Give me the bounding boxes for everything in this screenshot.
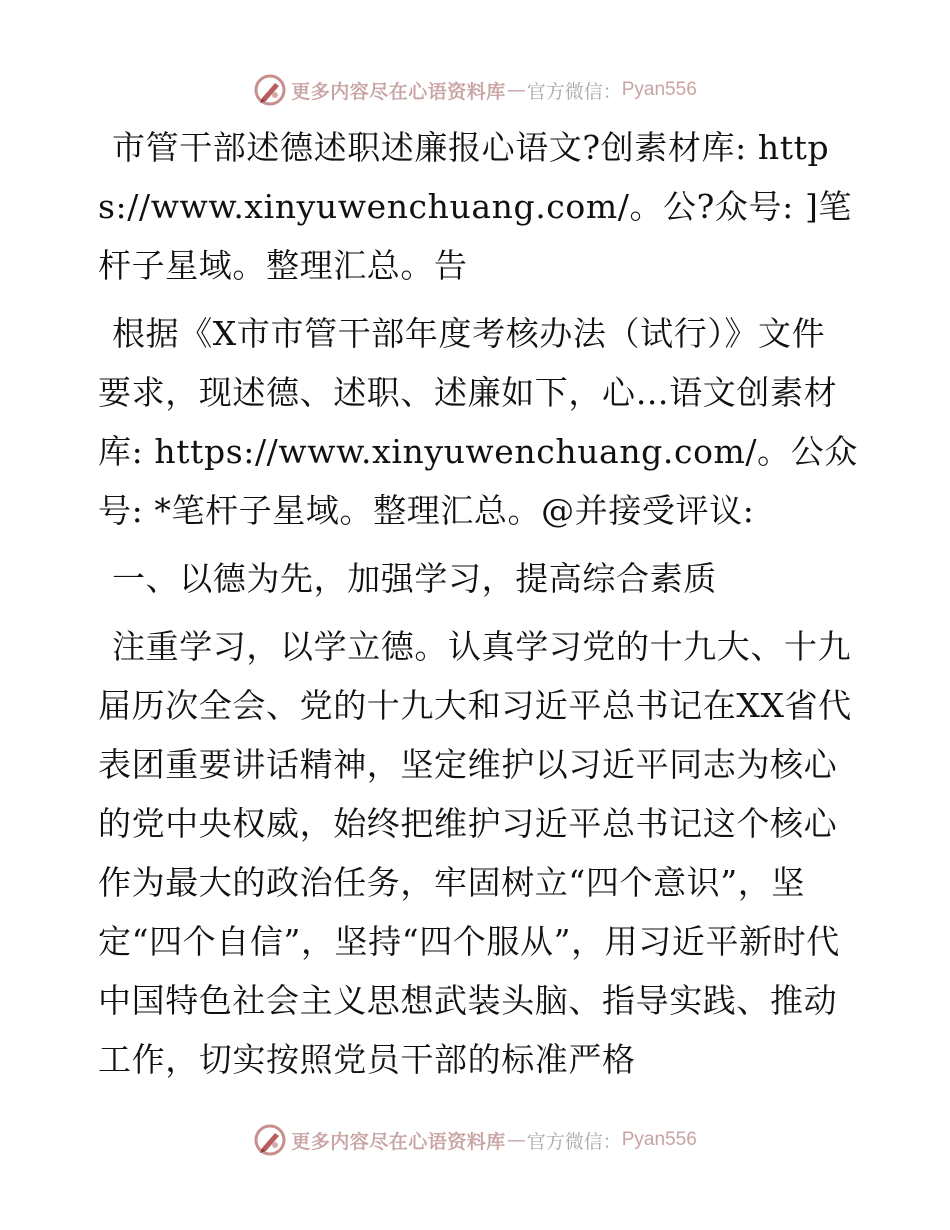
paragraph-intro	[98, 304, 858, 540]
paragraph-text: 市管干部述德述职述廉报心语文?创素材库: https://www.xinyuwenchuang.com/。公?众号: ]笔杆子星域。整理汇总。告	[98, 128, 853, 285]
document-body	[98, 118, 858, 1098]
banner-separator: —	[506, 79, 526, 101]
footer-watermark-banner	[0, 1120, 950, 1160]
banner-text: 更多内容尽在心语资料库	[291, 80, 506, 103]
paragraph-text: 注重学习，以学立德。认真学习党的十九大、十九届历次全会、党的十九大和习近平总书记在XX省代表团重要讲话精神，坚定维护以习近平同志为核心的党中央权威，始终把维护习近平总书记这个核心作为最大的政治任务，牢固树立“四个意识”，坚定“四个自信”，坚持“四个服从”，用习近平新时代中国特色社会主义思想武装头脑、指导实践、推动工作，切实按照党员干部的标准严格	[98, 627, 852, 1079]
paragraph-text: 根据《X市市管干部年度考核办法（试行）》文件要求，现述德、述职、述廉如下，心…语文创素材库: https://www.xinyuwenchuang.com/。公众号: *笔杆子星域。整理汇总。@并接受评议:	[98, 314, 858, 530]
paragraph-body	[98, 617, 858, 1089]
banner-wechat-id: Pyan556	[621, 79, 697, 100]
section-heading	[98, 549, 858, 608]
banner-text: 更多内容尽在心语资料库	[291, 1130, 506, 1153]
banner-official-label: 官方微信：	[526, 1130, 622, 1153]
pen-logo-icon	[253, 1123, 287, 1157]
banner-separator: —	[506, 1129, 526, 1151]
banner-wechat-id: Pyan556	[621, 1129, 697, 1150]
paragraph-title	[98, 118, 858, 295]
header-watermark-banner	[0, 70, 950, 110]
banner-official-label: 官方微信：	[526, 80, 622, 103]
paragraph-text: 一、以德为先，加强学习，提高综合素质	[112, 559, 717, 598]
pen-logo-icon	[253, 73, 287, 107]
